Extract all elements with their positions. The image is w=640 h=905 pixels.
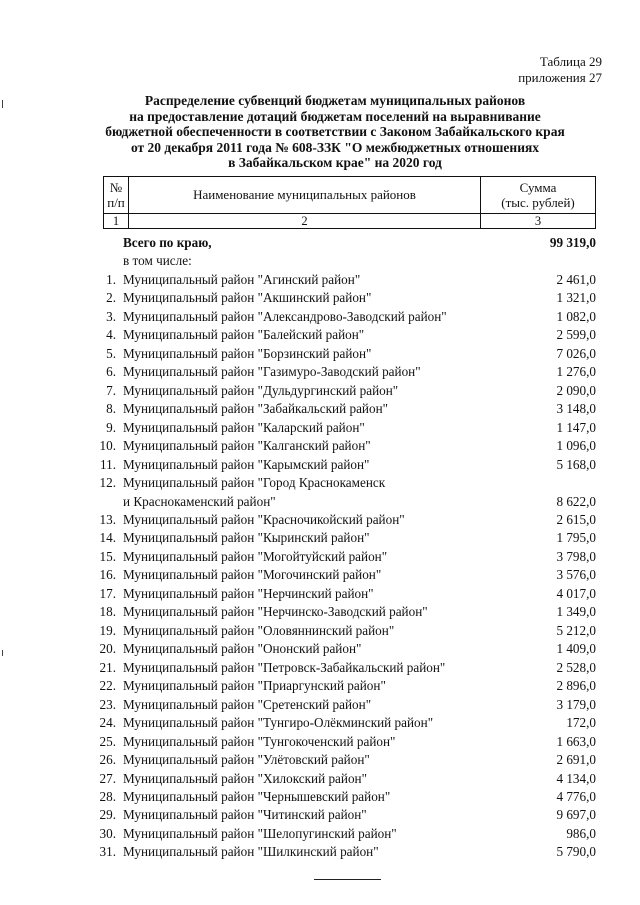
table-row xyxy=(0,714,640,732)
district-name-line1: Муниципальный район "Город Краснокаменск xyxy=(123,475,386,491)
row-district-name: Муниципальный район "Красночикойский район" xyxy=(123,511,405,527)
table-row xyxy=(0,603,640,621)
row-number: 20. xyxy=(99,641,116,657)
column-number-3: 3 xyxy=(481,214,596,229)
row-sum-value: 4 017,0 xyxy=(556,585,596,601)
row-district-name: Муниципальный район "Оловяннинский район" xyxy=(123,622,395,638)
row-district-name: Муниципальный район "Читинский район" xyxy=(123,807,367,823)
header-sum-title: Сумма xyxy=(519,180,557,195)
row-sum-value: 2 615,0 xyxy=(556,511,596,527)
header-number-cell xyxy=(104,177,129,214)
table-row xyxy=(0,770,640,788)
table-row xyxy=(0,382,640,400)
row-district-name: Муниципальный район "Агинский район" xyxy=(123,271,361,287)
table-row xyxy=(0,566,640,584)
row-district-name: Муниципальный район "Ононский район" xyxy=(123,641,362,657)
row-number: 7. xyxy=(106,382,116,398)
row-district-name: Муниципальный район "Улётовский район" xyxy=(123,752,370,768)
row-number: 13. xyxy=(99,511,116,527)
row-number: 24. xyxy=(99,715,116,731)
row-number: 14. xyxy=(99,530,116,546)
district-name-line2: и Краснокаменский район" xyxy=(123,493,276,509)
header-sum-cell xyxy=(481,177,596,214)
row-sum-value: 1 147,0 xyxy=(556,419,596,435)
row-number: 27. xyxy=(99,770,116,786)
header-number-abbr: п/п xyxy=(107,195,125,210)
title-line: Распределение субвенций бюджетам муниципальных районов xyxy=(144,93,526,108)
row-sum-value: 9 697,0 xyxy=(556,807,596,823)
row-number: 18. xyxy=(99,604,116,620)
table-row xyxy=(0,806,640,824)
column-number-1: 1 xyxy=(104,214,129,229)
row-number: 1. xyxy=(106,271,116,287)
row-sum-value: 4 134,0 xyxy=(556,770,596,786)
row-sum-value: 5 790,0 xyxy=(556,844,596,860)
table-header xyxy=(103,176,596,229)
row-number: 31. xyxy=(99,844,116,860)
table-row xyxy=(0,363,640,381)
table-row xyxy=(0,437,640,455)
row-sum-value: 1 276,0 xyxy=(556,364,596,380)
table-row xyxy=(0,419,640,437)
table-reference xyxy=(518,54,602,86)
row-sum-value: 2 528,0 xyxy=(556,659,596,675)
row-district-name: Муниципальный район "Шилкинский район" xyxy=(123,844,379,860)
row-sum-value: 1 409,0 xyxy=(556,641,596,657)
row-sum-value: 3 576,0 xyxy=(556,567,596,583)
table-row xyxy=(0,345,640,363)
row-sum-value: 2 896,0 xyxy=(556,678,596,694)
table-row xyxy=(0,456,640,474)
total-value: 99 319,0 xyxy=(549,235,596,250)
table-row xyxy=(0,326,640,344)
table-body xyxy=(0,234,640,862)
row-sum-value: 1 795,0 xyxy=(556,530,596,546)
table-row xyxy=(0,696,640,714)
row-district-name: Муниципальный район "Чернышевский район" xyxy=(123,789,391,805)
row-number: 5. xyxy=(106,345,116,361)
row-sum-value: 1 349,0 xyxy=(556,604,596,620)
table-row xyxy=(0,622,640,640)
table-row xyxy=(0,308,640,326)
row-number: 17. xyxy=(99,585,116,601)
appendix-number: приложения 27 xyxy=(518,70,602,85)
row-sum-value: 172,0 xyxy=(566,715,596,731)
title-line: от 20 декабря 2011 года № 608-ЗЗК "О межбюджетных отношениях xyxy=(130,139,540,155)
table-row xyxy=(0,585,640,603)
title-line: в Забайкальском крае" на 2020 год xyxy=(228,155,442,171)
row-district-name: Муниципальный район "Акшинский район" xyxy=(123,290,372,306)
row-district-name: Муниципальный район "Тунгокоченский район" xyxy=(123,733,396,749)
row-district-name: Муниципальный район "Калганский район" xyxy=(123,438,371,454)
header-name-cell: Наименование муниципальных районов xyxy=(129,177,481,214)
title-line: бюджетной обеспеченности в соответствии с Законом Забайкальского края xyxy=(105,124,565,140)
row-number: 12. xyxy=(99,475,116,491)
row-district-name xyxy=(123,474,385,511)
table-row xyxy=(0,529,640,547)
row-sum-value: 4 776,0 xyxy=(556,789,596,805)
row-sum-value: 7 026,0 xyxy=(556,345,596,361)
row-number: 16. xyxy=(99,567,116,583)
row-sum-value: 8 622,0 xyxy=(556,493,596,509)
row-sum-value: 2 599,0 xyxy=(556,327,596,343)
header-sum-unit: (тыс. рублей) xyxy=(501,195,575,210)
row-number: 28. xyxy=(99,789,116,805)
column-number-2: 2 xyxy=(129,214,481,229)
table-row xyxy=(0,751,640,769)
table-row xyxy=(0,271,640,289)
row-number: 22. xyxy=(99,678,116,694)
row-sum-value: 2 691,0 xyxy=(556,752,596,768)
row-sum-value: 3 798,0 xyxy=(556,548,596,564)
table-row xyxy=(0,289,640,307)
row-district-name: Муниципальный район "Карымский район" xyxy=(123,456,370,472)
row-district-name: Муниципальный район "Шелопугинский район" xyxy=(123,825,397,841)
document-title xyxy=(100,93,570,171)
row-number: 25. xyxy=(99,733,116,749)
row-district-name: Муниципальный район "Забайкальский район" xyxy=(123,401,389,417)
row-sum-value: 3 179,0 xyxy=(556,696,596,712)
table-number: Таблица 29 xyxy=(539,54,602,69)
row-district-name: Муниципальный район "Тунгиро-Олёкминский район" xyxy=(123,715,434,731)
table-row xyxy=(0,511,640,529)
subtotal-label-row xyxy=(0,252,640,270)
row-district-name: Муниципальный район "Нерчинский район" xyxy=(123,585,374,601)
table-row xyxy=(0,659,640,677)
table-row xyxy=(0,788,640,806)
row-district-name: Муниципальный район "Хилокский район" xyxy=(123,770,367,786)
row-sum-value: 1 663,0 xyxy=(556,733,596,749)
row-sum-value: 3 148,0 xyxy=(556,401,596,417)
row-district-name: Муниципальный район "Дульдургинский район" xyxy=(123,382,399,398)
row-district-name: Муниципальный район "Балейский район" xyxy=(123,327,365,343)
table-row xyxy=(0,825,640,843)
row-district-name: Муниципальный район "Борзинский район" xyxy=(123,345,372,361)
header-number-symbol: № xyxy=(109,180,123,195)
row-number: 21. xyxy=(99,659,116,675)
row-number: 29. xyxy=(99,807,116,823)
row-number: 3. xyxy=(106,308,116,324)
table-row xyxy=(0,474,640,511)
total-row xyxy=(0,234,640,252)
row-sum-value: 986,0 xyxy=(566,825,596,841)
table-row xyxy=(0,677,640,695)
row-sum-value: 5 212,0 xyxy=(556,622,596,638)
row-district-name: Муниципальный район "Приаргунский район" xyxy=(123,678,386,694)
row-district-name: Муниципальный район "Сретенский район" xyxy=(123,696,372,712)
row-number: 10. xyxy=(99,438,116,454)
table-row xyxy=(0,640,640,658)
row-sum-value: 2 461,0 xyxy=(556,271,596,287)
row-sum-value: 1 321,0 xyxy=(556,290,596,306)
row-number: 30. xyxy=(99,825,116,841)
table-row xyxy=(0,548,640,566)
row-number: 11. xyxy=(100,456,116,472)
row-district-name: Муниципальный район "Александрово-Заводский район" xyxy=(123,308,447,324)
row-number: 23. xyxy=(99,696,116,712)
row-district-name: Муниципальный район "Петровск-Забайкальский район" xyxy=(123,659,446,675)
row-number: 2. xyxy=(106,290,116,306)
row-number: 6. xyxy=(106,364,116,380)
row-number: 15. xyxy=(99,548,116,564)
row-sum-value: 5 168,0 xyxy=(556,456,596,472)
row-district-name: Муниципальный район "Могойтуйский район" xyxy=(123,548,388,564)
row-district-name: Муниципальный район "Газимуро-Заводский район" xyxy=(123,364,421,380)
subtotal-label: в том числе: xyxy=(123,253,192,269)
row-district-name: Муниципальный район "Кыринский район" xyxy=(123,530,370,546)
row-sum-value: 1 096,0 xyxy=(556,438,596,454)
total-label: Всего по краю, xyxy=(123,235,212,250)
row-sum-value: 2 090,0 xyxy=(556,382,596,398)
table-row xyxy=(0,733,640,751)
row-number: 26. xyxy=(99,752,116,768)
margin-mark-top xyxy=(2,100,3,108)
row-district-name: Муниципальный район "Нерчинско-Заводский район" xyxy=(123,604,428,620)
row-sum-value: 1 082,0 xyxy=(556,308,596,324)
row-district-name: Муниципальный район "Могочинский район" xyxy=(123,567,382,583)
table-row xyxy=(0,400,640,418)
row-district-name: Муниципальный район "Каларский район" xyxy=(123,419,365,435)
row-number: 9. xyxy=(106,419,116,435)
row-number: 4. xyxy=(106,327,116,343)
title-line: на предоставление дотаций бюджетам поселений на выравнивание xyxy=(129,108,541,124)
row-number: 19. xyxy=(99,622,116,638)
row-number: 8. xyxy=(106,401,116,417)
footer-separator xyxy=(314,879,381,880)
table-row xyxy=(0,843,640,861)
